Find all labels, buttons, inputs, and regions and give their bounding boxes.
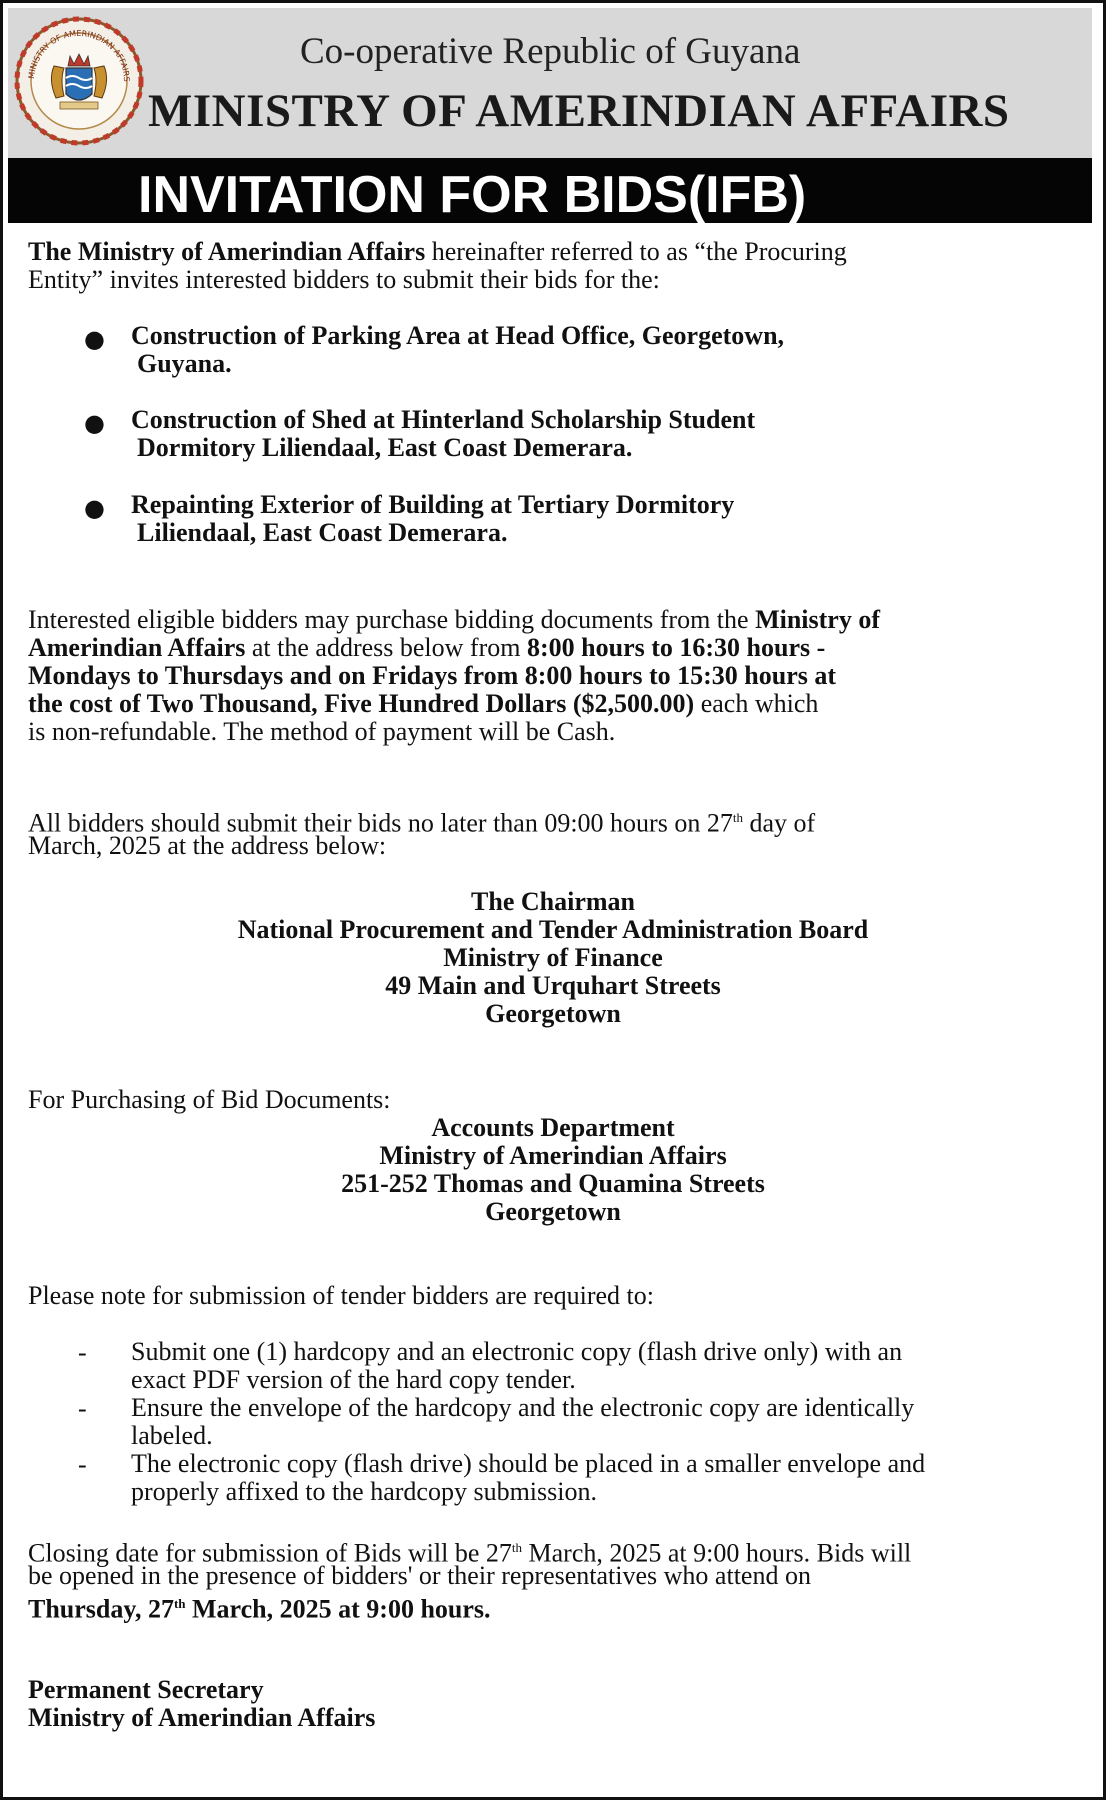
purchase-l1a: Interested eligible bidders may purchase bidding documents from the xyxy=(28,605,756,634)
purchase-l4a: the cost of Two Thousand, Five Hundred Dollars ($2,500.00) xyxy=(28,689,695,718)
purchase-address-line: Georgetown xyxy=(485,1197,621,1226)
intro-line-2: Entity” invites interested bidders to submit their bids for the: xyxy=(28,265,660,294)
deadline-sup: th xyxy=(732,810,743,825)
bullet-icon: ● xyxy=(84,494,105,522)
submit-address-line: National Procurement and Tender Administration Board xyxy=(237,915,869,944)
closing-l3b: March, 2025 at 9:00 hours. xyxy=(185,1594,491,1624)
purchase-address-label: For Purchasing of Bid Documents: xyxy=(28,1085,391,1114)
intro-line-1 xyxy=(28,238,847,266)
note-2-line-1: Ensure the envelope of the hardcopy and the electronic copy are identically xyxy=(131,1393,915,1422)
note-3-line-2: properly affixed to the hardcopy submission. xyxy=(131,1477,597,1506)
closing-sup: th xyxy=(511,1540,523,1555)
project-2-line-2: Dormitory Liliendaal, East Coast Demerara. xyxy=(137,433,633,462)
purchase-line-5: is non-refundable. The method of payment will be Cash. xyxy=(28,717,616,746)
logo-ring-text: MINISTRY OF AMERINDIAN AFFAIRS xyxy=(26,28,132,82)
submit-address-line: 49 Main and Urquhart Streets xyxy=(385,971,721,1000)
deadline-l1a: All bidders should submit their bids no later than 09:00 hours on 27 xyxy=(28,808,733,838)
notes-lead: Please note for submission of tender bidders are required to: xyxy=(28,1281,654,1310)
closing-line-2: be opened in the presence of bidders' or their representatives who attend on xyxy=(28,1561,811,1590)
closing-l1a: Closing date for submission of Bids will be 27 xyxy=(28,1538,512,1568)
purchase-line-1 xyxy=(28,606,880,634)
note-1-line-2: exact PDF version of the hard copy tender. xyxy=(131,1365,576,1394)
bullet-icon: ● xyxy=(84,409,105,437)
project-3-line-2: Liliendaal, East Coast Demerara. xyxy=(137,518,508,547)
project-3-line-1: Repainting Exterior of Building at Tertiary Dormitory xyxy=(131,490,735,519)
deadline-l1b: day of xyxy=(742,808,816,838)
signature-org: Ministry of Amerindian Affairs xyxy=(28,1703,376,1732)
closing-l3a: Thursday, 27 xyxy=(28,1594,174,1624)
purchase-address-line: 251-252 Thomas and Quamina Streets xyxy=(341,1169,765,1198)
intro-rest: hereinafter referred to as “the Procuring xyxy=(425,237,847,266)
page-title: INVITATION FOR BIDS(IFB) xyxy=(138,166,807,224)
deadline-line-2: March, 2025 at the address below: xyxy=(28,831,387,860)
dash-icon: - xyxy=(78,1450,87,1479)
purchase-address-line: Ministry of Amerindian Affairs xyxy=(379,1141,727,1170)
purchase-l2b: at the address below from xyxy=(245,633,527,662)
purchase-line-4 xyxy=(28,690,818,718)
closing-line-3 xyxy=(28,1590,491,1624)
ministry-name: MINISTRY OF AMERINDIAN AFFAIRS xyxy=(148,85,1010,137)
submit-address-line: Ministry of Finance xyxy=(443,943,663,972)
purchase-l1b: Ministry of xyxy=(755,605,880,634)
purchase-address-line: Accounts Department xyxy=(431,1113,675,1142)
dash-icon: - xyxy=(78,1394,87,1423)
note-2-line-2: labeled. xyxy=(131,1421,213,1450)
project-1-line-1: Construction of Parking Area at Head Office, Georgetown, xyxy=(131,321,785,350)
note-3-line-1: The electronic copy (flash drive) should be placed in a smaller envelope and xyxy=(131,1449,926,1478)
purchase-l4b: each which xyxy=(694,689,819,718)
purchase-l2c: 8:00 hours to 16:30 hours - xyxy=(526,633,826,662)
note-1-line-1: Submit one (1) hardcopy and an electronic copy (flash drive only) with an xyxy=(131,1337,903,1366)
closing-l1b: March, 2025 at 9:00 hours. Bids will xyxy=(522,1538,912,1568)
submit-address-line: The Chairman xyxy=(471,887,635,916)
bullet-icon: ● xyxy=(84,325,105,353)
closing-l3-sup: th xyxy=(173,1596,186,1611)
project-1-line-2: Guyana. xyxy=(137,349,232,378)
dash-icon: - xyxy=(78,1338,87,1367)
purchase-line-2 xyxy=(28,634,825,662)
guyana-coat-of-arms-icon xyxy=(14,16,144,146)
project-2-line-1: Construction of Shed at Hinterland Scholarship Student xyxy=(131,405,756,434)
intro-lead: The Ministry of Amerindian Affairs xyxy=(28,237,426,266)
purchase-l2a: Amerindian Affairs xyxy=(28,633,246,662)
country-name: Co-operative Republic of Guyana xyxy=(300,31,801,72)
purchase-line-3: Mondays to Thursdays and on Fridays from 8:00 hours to 15:30 hours at xyxy=(28,661,837,690)
submit-address-line: Georgetown xyxy=(485,999,621,1028)
signature-title: Permanent Secretary xyxy=(28,1675,264,1704)
